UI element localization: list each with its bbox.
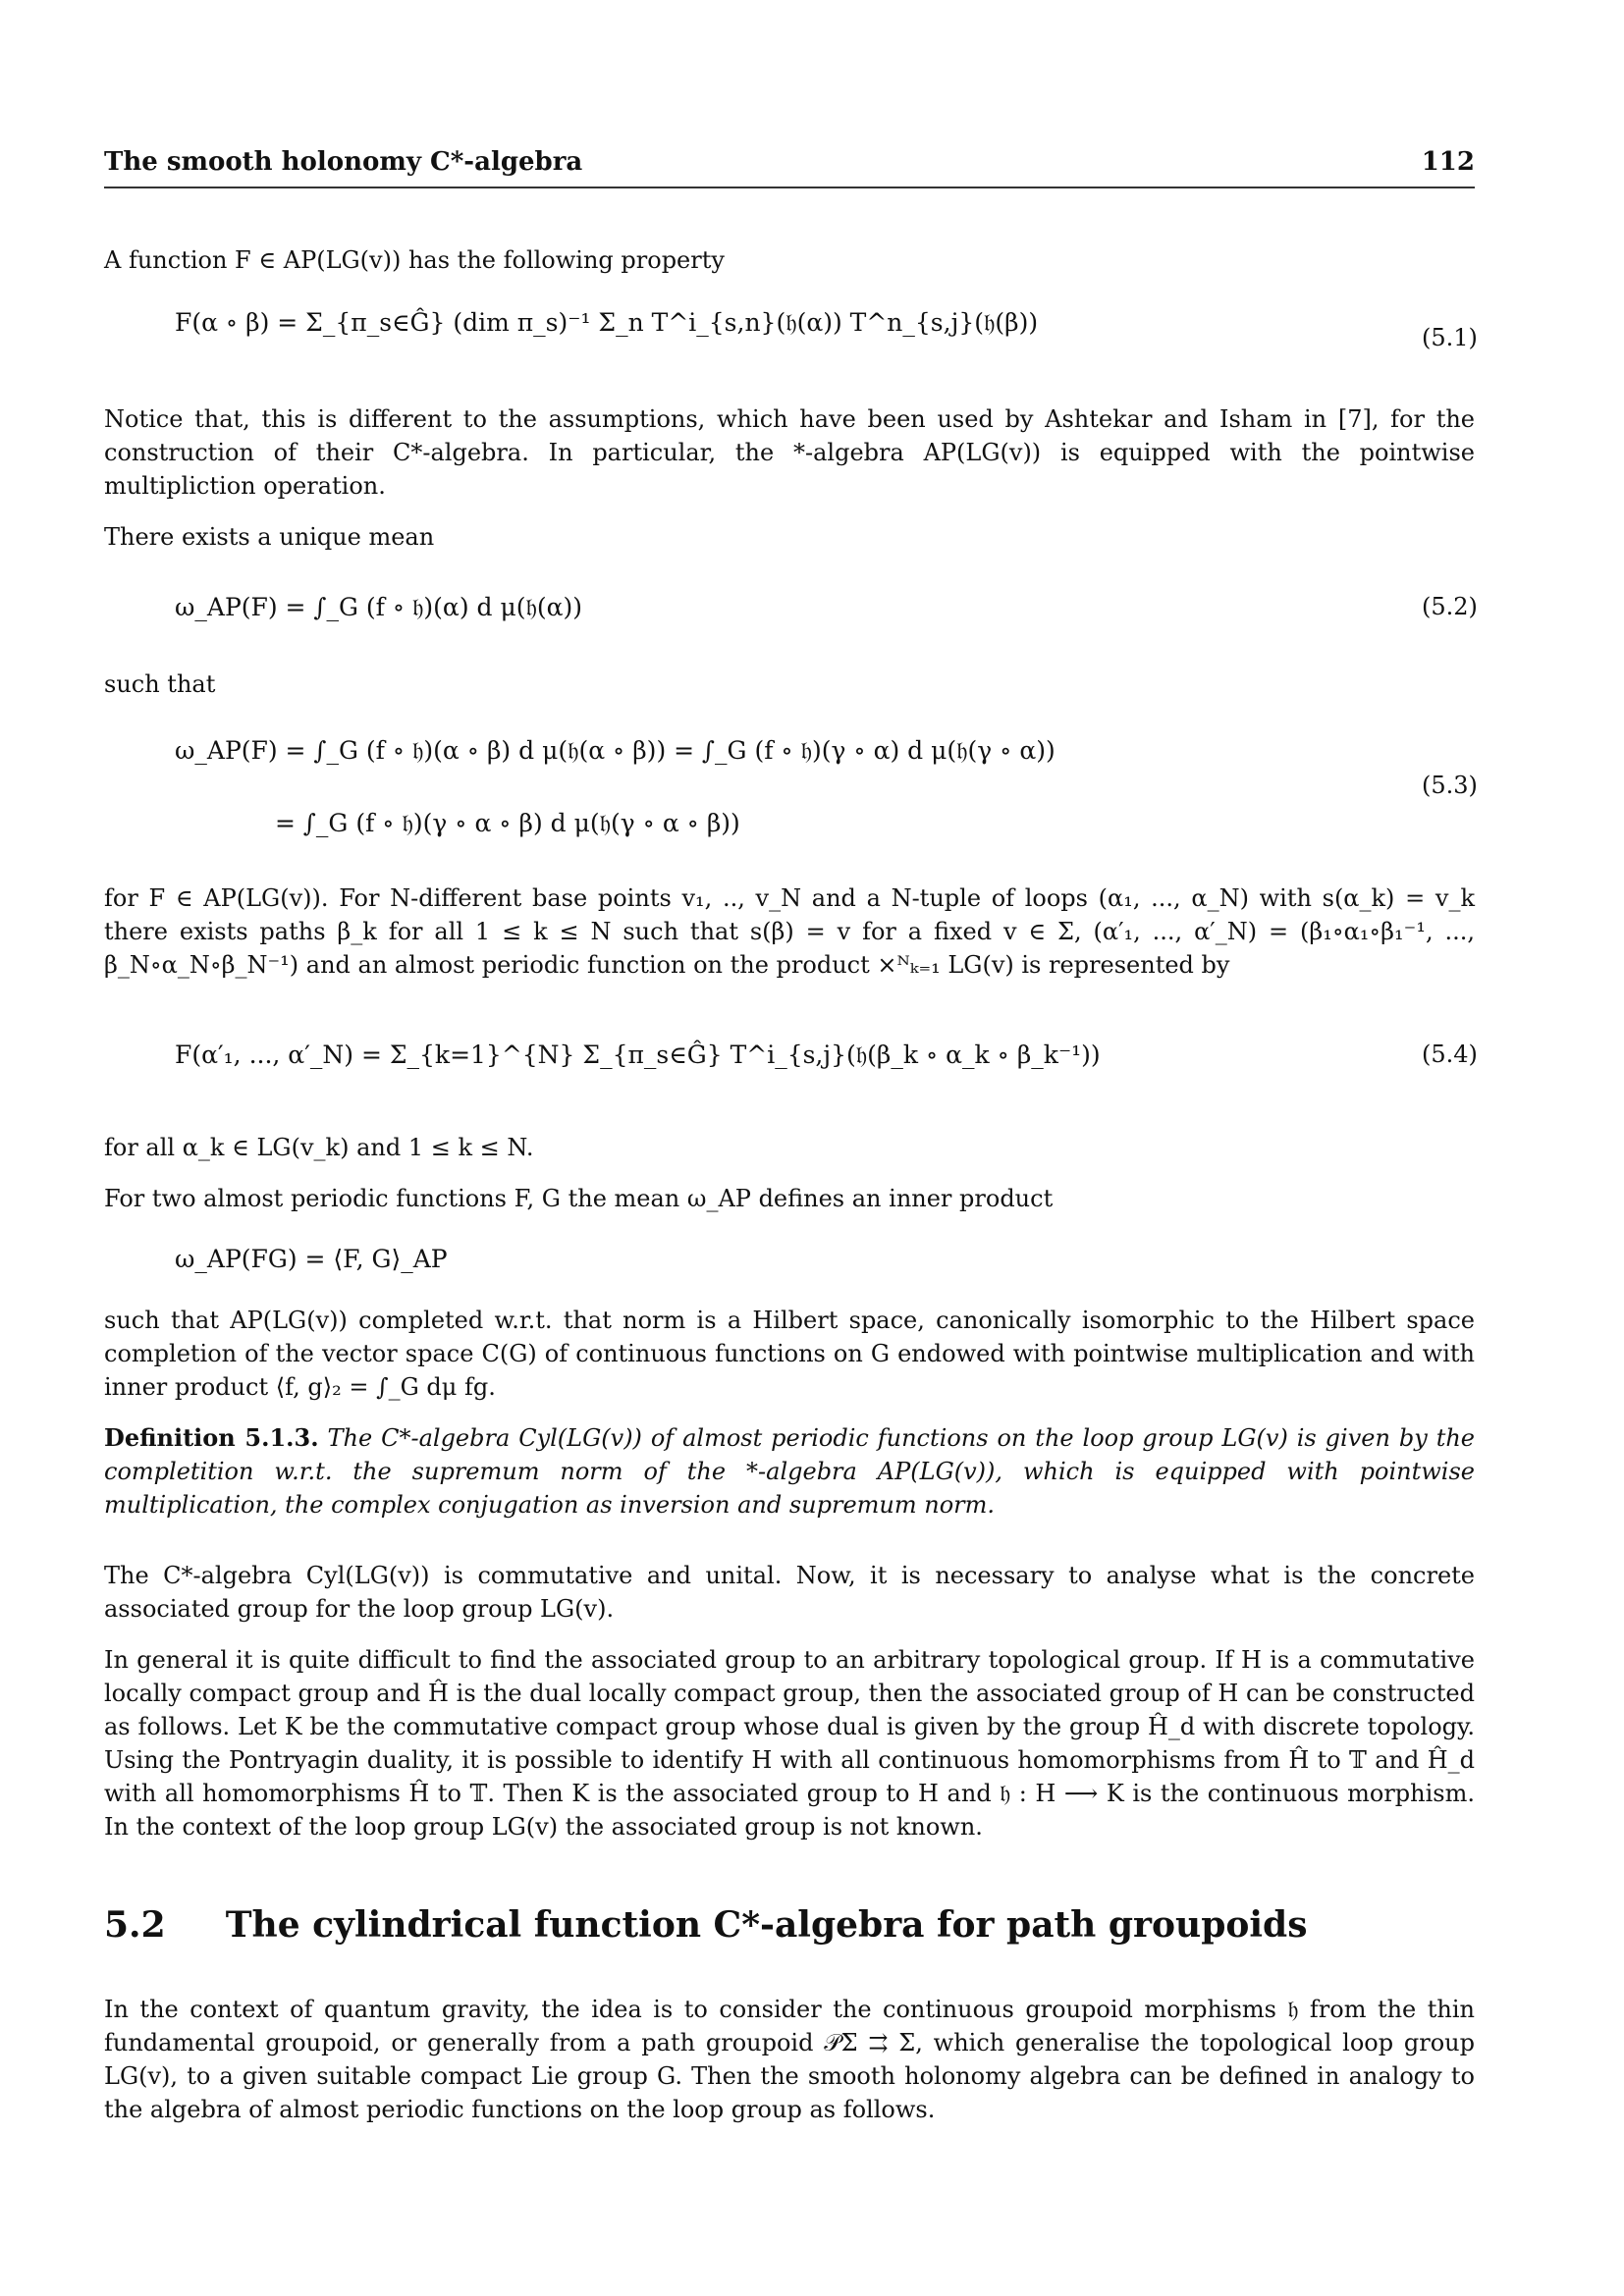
equation-number: (5.1) [1422,324,1478,351]
paragraph: For two almost periodic functions F, G the mean ω_AP defines an inner product [104,1185,1054,1212]
equation-number: (5.3) [1422,772,1478,799]
paragraph: There exists a unique mean [104,523,435,551]
definition-5-1-3 [104,1421,1475,1522]
header-title: The smooth holonomy C*-algebra [104,147,583,177]
equation-5-1: F(α ∘ β) = Σ_{π_s∈Ĝ} (dim π_s)⁻¹ Σ_n T^i_{s,n}(𝔥(α)) T^n_{s,j}(𝔥(β)) [175,308,1039,337]
definition-label: Definition 5.1.3. [104,1423,319,1452]
section-title: The cylindrical function C*-algebra for path groupoids [225,1904,1308,1946]
paragraph: for all α_k ∈ LG(v_k) and 1 ≤ k ≤ N. [104,1134,534,1161]
equation-5-4: F(α′₁, ..., α′_N) = Σ_{k=1}^{N} Σ_{π_s∈Ĝ} T^i_{s,j}(𝔥(β_k ∘ α_k ∘ β_k⁻¹)) [175,1041,1101,1069]
paragraph: Notice that, this is different to the assumptions, which have been used by Ashtekar and Isham in [7], for the construction of their C*-algebra. In particular, the *-algebra AP(LG(v)) is equipped with the pointwise multipliction operation. [104,405,1475,500]
paragraph: The C*-algebra Cyl(LG(v)) is commutative and unital. Now, it is necessary to analyse what is the concrete associated group for the loop group LG(v). [104,1562,1475,1623]
paragraph: such that AP(LG(v)) completed w.r.t. that norm is a Hilbert space, canonically isomorphic to the Hilbert space completion of the vector space C(G) of continuous functions on G endowed with pointwise multiplication and with inner product ⟨f, g⟩₂ = ∫_G dμ fg. [104,1307,1475,1401]
equation-number: (5.2) [1422,593,1478,620]
definition-text: The C*-algebra Cyl(LG(v)) of almost periodic functions on the loop group LG(v) is given by the completition w.r.t. the supremum norm of the *-algebra AP(LG(v)), which is equipped with pointwise multiplication, the complex conjugation as inversion and supremum norm. [104,1424,1475,1519]
section-number: 5.2 [104,1904,166,1946]
page-number: 112 [1421,147,1475,177]
equation-number: (5.4) [1422,1041,1478,1068]
equation-5-3-line-1: ω_AP(F) = ∫_G (f ∘ 𝔥)(α ∘ β) d μ(𝔥(α ∘ β)) = ∫_G (f ∘ 𝔥)(γ ∘ α) d μ(𝔥(γ ∘ α)) [175,736,1056,765]
paragraph: such that [104,670,216,698]
paragraph: A function F ∈ AP(LG(v)) has the following property [104,246,725,274]
paragraph: In general it is quite difficult to find the associated group to an arbitrary topological group. If H is a commutative locally compact group and Ĥ is the dual locally compact group, then the associated group of H can be constructed as follows. Let K be the commutative compact group whose dual is given by the group Ĥ_d with discrete topology. Using the Pontryagin duality, it is possible to identify H with all continuous homomorphisms from Ĥ to 𝕋 and Ĥ_d with all homomorphisms Ĥ to 𝕋. Then K is the associated group to H and 𝔥 : H ⟶ K is the continuous morphism. In the context of the loop group LG(v) the associated group is not known. [104,1646,1475,1841]
equation-5-2: ω_AP(F) = ∫_G (f ∘ 𝔥)(α) d μ(𝔥(α)) [175,593,582,621]
equation-inner-product: ω_AP(FG) = ⟨F, G⟩_AP [175,1245,448,1273]
paragraph: for F ∈ AP(LG(v)). For N-different base points v₁, .., v_N and a N-tuple of loops (α₁, ..., α_N) with s(α_k) = v_k there exists paths β_k for all 1 ≤ k ≤ N such that s(β) = v for a fixed v ∈ Σ, (α′₁, ..., α′_N) = (β₁∘α₁∘β₁⁻¹, ..., β_N∘α_N∘β_N⁻¹) and an almost periodic function on the product ×ᴺₖ₌₁ LG(v) is represented by [104,884,1475,979]
paragraph: In the context of quantum gravity, the idea is to consider the continuous groupoid morphisms 𝔥 from the thin fundamental groupoid, or generally from a path groupoid 𝒫Σ ⇉ Σ, which generalise the topological loop group LG(v), to a given suitable compact Lie group G. Then the smooth holonomy algebra can be defined in analogy to the algebra of almost periodic functions on the loop group as follows. [104,1996,1475,2123]
running-header [104,147,1475,188]
equation-5-3-line-2: = ∫_G (f ∘ 𝔥)(γ ∘ α ∘ β) d μ(𝔥(γ ∘ α ∘ β)) [275,809,740,837]
section-heading [104,1904,1475,1946]
